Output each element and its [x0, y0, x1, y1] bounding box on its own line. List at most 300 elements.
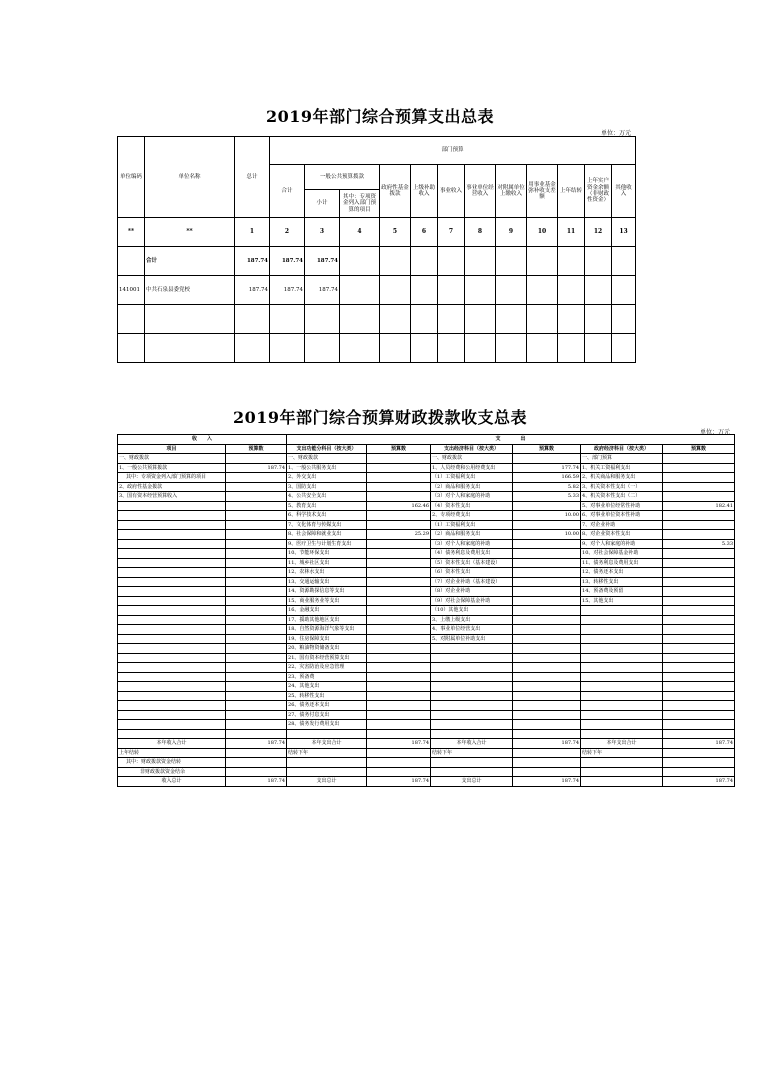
item-label: 非财政拨款资金结余 — [118, 767, 226, 777]
item-label — [581, 615, 663, 625]
budget-amount — [367, 653, 431, 663]
item-label: 9、对个人和家庭的补助 — [581, 539, 663, 549]
item-label: 1、一般公共服务支出 — [287, 463, 367, 473]
col-head: 支出功能分科目（按大类） — [287, 444, 367, 454]
budget-amount — [513, 758, 581, 768]
budget-amount — [663, 682, 735, 692]
item-label: （3）对个人和家庭的补助 — [431, 492, 513, 502]
col-number: ** — [118, 218, 145, 247]
budget-amount: 25.29 — [367, 530, 431, 540]
col-number: 11 — [558, 218, 585, 247]
col-number: 5 — [380, 218, 411, 247]
budget-amount: 10.00 — [513, 530, 581, 540]
budget-amount — [663, 520, 735, 530]
budget-amount — [513, 710, 581, 720]
table1-unit: 单位：万元 — [601, 130, 632, 137]
budget-amount: 166.59 — [513, 473, 581, 483]
empty-row — [118, 334, 636, 363]
budget-amount — [663, 767, 735, 777]
col-head: 项目 — [118, 444, 226, 454]
budget-amount — [663, 615, 735, 625]
item-label: 2、专项经费支出 — [431, 511, 513, 521]
item-label: 26、债务还本支出 — [287, 701, 367, 711]
budget-amount — [226, 558, 287, 568]
unit-name: 中共石泉县委党校 — [145, 276, 235, 305]
col-number: 9 — [496, 218, 527, 247]
budget-amount — [513, 653, 581, 663]
col-number: 8 — [465, 218, 496, 247]
budget-amount — [663, 710, 735, 720]
item-label: 14、资源勘探信息等支出 — [287, 587, 367, 597]
budget-amount — [513, 501, 581, 511]
col-number: 3 — [305, 218, 340, 247]
table-row — [118, 501, 735, 511]
budget-amount — [367, 748, 431, 758]
col-number: ** — [145, 218, 235, 247]
table-row — [118, 767, 735, 777]
budget-amount: 162.46 — [367, 501, 431, 511]
item-label: 2、外交支出 — [287, 473, 367, 483]
budget-amount — [663, 454, 735, 464]
item-label: 1、人员经费和公用经费支出 — [431, 463, 513, 473]
budget-amount — [513, 748, 581, 758]
table-row — [118, 634, 735, 644]
item-label: 8、社会保障和就业支出 — [287, 530, 367, 540]
table-row — [118, 615, 735, 625]
table2-title: 2019年部门综合预算财政拨款收支总表 — [232, 408, 528, 427]
item-label — [581, 710, 663, 720]
item-label: 4、事业单位经营支出 — [431, 625, 513, 635]
item-label: （4）资本性支出 — [431, 501, 513, 511]
item-label: 3、国防支出 — [287, 482, 367, 492]
item-label: （7）对企业补助（基本建设） — [431, 577, 513, 587]
item-label: 13、转移性支出 — [581, 577, 663, 587]
budget-amount — [367, 644, 431, 654]
budget-amount — [513, 539, 581, 549]
col-number: 13 — [612, 218, 636, 247]
budget-amount — [226, 720, 287, 730]
table-row — [118, 596, 735, 606]
budget-amount — [367, 663, 431, 673]
budget-amount — [513, 682, 581, 692]
col-number: 6 — [411, 218, 438, 247]
budget-amount — [367, 720, 431, 730]
item-label: 16、金融支出 — [287, 606, 367, 616]
budget-amount — [513, 691, 581, 701]
item-label — [431, 663, 513, 673]
item-label: 15、其他支出 — [581, 596, 663, 606]
budget-amount — [663, 625, 735, 635]
budget-amount — [663, 577, 735, 587]
item-label — [118, 729, 226, 739]
item-label: 一、财政拨款 — [118, 454, 226, 464]
budget-amount — [663, 568, 735, 578]
column-number-row — [118, 218, 636, 247]
col-number: 1 — [235, 218, 270, 247]
item-label: （1）工资福利支出 — [431, 473, 513, 483]
item-label — [431, 682, 513, 692]
col-head: 预算数 — [226, 444, 287, 454]
budget-amount — [367, 520, 431, 530]
budget-amount — [367, 701, 431, 711]
table-row — [118, 653, 735, 663]
item-label: 本年收入合计 — [118, 739, 226, 749]
item-label — [118, 549, 226, 559]
budget-amount — [367, 511, 431, 521]
budget-amount — [226, 454, 287, 464]
budget-amount: 5.82 — [513, 482, 581, 492]
item-label: 6、对事业单位资本性补助 — [581, 511, 663, 521]
table-row — [118, 663, 735, 673]
budget-amount — [663, 691, 735, 701]
col-head: 预算数 — [367, 444, 431, 454]
item-label — [118, 615, 226, 625]
budget-amount — [226, 577, 287, 587]
budget-amount — [226, 625, 287, 635]
item-label — [118, 587, 226, 597]
item-label — [581, 644, 663, 654]
table-row — [118, 558, 735, 568]
budget-amount — [367, 615, 431, 625]
budget-amount — [226, 701, 287, 711]
item-label: （9）对社会保障基金补助 — [431, 596, 513, 606]
budget-amount: 187.74 — [367, 777, 431, 787]
col-number: 10 — [527, 218, 558, 247]
item-label: 12、债务还本支出 — [581, 568, 663, 578]
item-label: 18、自然资源海洋气象等支出 — [287, 625, 367, 635]
sum-value: 187.74 — [270, 247, 305, 276]
table-row — [118, 492, 735, 502]
table-row — [118, 701, 735, 711]
budget-amount — [513, 587, 581, 597]
budget-amount — [367, 577, 431, 587]
item-label — [581, 606, 663, 616]
item-label: 8、对企业资本性支出 — [581, 530, 663, 540]
budget-amount — [513, 606, 581, 616]
budget-amount — [367, 596, 431, 606]
item-label: 支出总计 — [287, 777, 367, 787]
budget-amount — [513, 520, 581, 530]
item-label: 3、上缴上级支出 — [431, 615, 513, 625]
header-general-public: 一般公共预算拨款 — [305, 165, 380, 190]
col-head: 预算数 — [663, 444, 735, 454]
budget-amount — [226, 473, 287, 483]
budget-amount — [513, 625, 581, 635]
budget-amount: 182.41 — [663, 501, 735, 511]
item-label: 21、国有资本经营预算支出 — [287, 653, 367, 663]
budget-amount — [226, 530, 287, 540]
item-label: 收入总计 — [118, 777, 226, 787]
budget-amount — [367, 454, 431, 464]
item-label: （2）商品和服务支出 — [431, 530, 513, 540]
item-label: 1、机关工资福利支出 — [581, 463, 663, 473]
table-row — [118, 777, 735, 787]
item-label — [581, 653, 663, 663]
budget-amount — [513, 701, 581, 711]
budget-amount: 10.00 — [513, 511, 581, 521]
budget-amount — [367, 634, 431, 644]
item-label — [431, 691, 513, 701]
item-label — [287, 758, 367, 768]
item-label: 24、其他支出 — [287, 682, 367, 692]
budget-amount — [226, 596, 287, 606]
item-label: 11、债务利息及费用支出 — [581, 558, 663, 568]
budget-amount — [663, 701, 735, 711]
item-label — [581, 634, 663, 644]
item-label — [118, 682, 226, 692]
table-row — [118, 511, 735, 521]
header-other-income: 其他收入 — [612, 165, 636, 218]
budget-amount — [513, 454, 581, 464]
budget-amount — [367, 606, 431, 616]
item-label: 5、教育支出 — [287, 501, 367, 511]
item-label: （6）资本性支出 — [431, 568, 513, 578]
header-career-shortfall: 用事业基金弥补收支差额 — [527, 165, 558, 218]
item-label: 27、债务付息支出 — [287, 710, 367, 720]
item-label: 本年收入合计 — [431, 739, 513, 749]
budget-amount — [226, 606, 287, 616]
table-row — [118, 482, 735, 492]
subtotal-value: 187.74 — [305, 247, 340, 276]
budget-amount — [367, 558, 431, 568]
budget-amount: 187.74 — [226, 777, 287, 787]
budget-amount — [226, 691, 287, 701]
budget-amount — [663, 511, 735, 521]
item-label — [287, 767, 367, 777]
budget-amount — [513, 663, 581, 673]
budget-amount — [226, 615, 287, 625]
budget-amount — [226, 587, 287, 597]
item-label — [118, 672, 226, 682]
item-label: 10、节能环保支出 — [287, 549, 367, 559]
budget-amount — [663, 596, 735, 606]
item-label: 14、预备费及预留 — [581, 587, 663, 597]
budget-amount — [513, 729, 581, 739]
item-label: 一、财政拨款 — [287, 454, 367, 464]
table-row — [118, 463, 735, 473]
header-gov-fund: 政府性基金拨款 — [380, 165, 411, 218]
item-label — [118, 501, 226, 511]
unit-code: 141001 — [118, 276, 145, 305]
budget-amount — [663, 672, 735, 682]
budget-amount — [663, 558, 735, 568]
budget-amount: 187.74 — [367, 739, 431, 749]
item-label — [118, 710, 226, 720]
total-row — [118, 247, 636, 276]
budget-amount — [663, 482, 735, 492]
budget-amount — [367, 758, 431, 768]
budget-amount — [367, 625, 431, 635]
table-row — [118, 568, 735, 578]
budget-amount — [663, 663, 735, 673]
item-label — [431, 758, 513, 768]
budget-amount — [663, 634, 735, 644]
header-unit-code: 单位编码 — [118, 137, 145, 218]
item-label: 12、农林水支出 — [287, 568, 367, 578]
item-label — [581, 625, 663, 635]
item-label: 一、财政拨款 — [431, 454, 513, 464]
item-label: 28、债务发行费用支出 — [287, 720, 367, 730]
item-label: （5）资本性支出（基本建设） — [431, 558, 513, 568]
budget-amount — [367, 710, 431, 720]
item-label — [431, 720, 513, 730]
income-header: 收 入 — [118, 435, 287, 445]
col-number: 12 — [585, 218, 612, 247]
item-label — [118, 720, 226, 730]
item-label: 7、对企业补助 — [581, 520, 663, 530]
budget-amount — [226, 653, 287, 663]
budget-amount — [226, 539, 287, 549]
header-total: 总计 — [235, 137, 270, 218]
budget-amount — [513, 558, 581, 568]
header-unit-name: 单位名称 — [145, 137, 235, 218]
empty-row — [118, 305, 636, 334]
table-row — [118, 729, 735, 739]
budget-amount — [367, 587, 431, 597]
item-label — [431, 644, 513, 654]
item-label: 本年支出合计 — [287, 739, 367, 749]
table-row — [118, 682, 735, 692]
expense-header: 支 出 — [287, 435, 735, 445]
table-row — [118, 672, 735, 682]
budget-amount — [663, 644, 735, 654]
budget-amount: 5.33 — [513, 492, 581, 502]
header-sum: 合计 — [270, 165, 305, 218]
item-label — [581, 663, 663, 673]
header-carryover: 上年结转 — [558, 165, 585, 218]
item-label — [118, 577, 226, 587]
budget-amount — [226, 634, 287, 644]
budget-amount — [513, 549, 581, 559]
budget-amount — [663, 720, 735, 730]
item-label: 2、机关商品和服务支出 — [581, 473, 663, 483]
total-value: 187.74 — [235, 276, 270, 305]
item-label: 支出总计 — [431, 777, 513, 787]
item-label: 4、机关资本性支出（二） — [581, 492, 663, 502]
table-row — [118, 520, 735, 530]
budget-amount — [226, 520, 287, 530]
item-label: 7、文化体育与传媒支出 — [287, 520, 367, 530]
col-head: 政府经济科目（按大类） — [581, 444, 663, 454]
item-label — [287, 729, 367, 739]
budget-amount: 187.74 — [663, 777, 735, 787]
budget-amount — [226, 748, 287, 758]
budget-amount: 187.74 — [226, 739, 287, 749]
total-label: 合计 — [145, 247, 235, 276]
item-label — [431, 710, 513, 720]
budget-amount — [367, 539, 431, 549]
item-label — [118, 511, 226, 521]
budget-amount — [513, 672, 581, 682]
item-label: 其中：专项资金列入部门预算的项目 — [118, 473, 226, 483]
item-label: 3、机关资本性支出（一） — [581, 482, 663, 492]
budget-amount — [663, 463, 735, 473]
budget-amount — [513, 720, 581, 730]
subtotal-value: 187.74 — [305, 276, 340, 305]
item-label — [431, 729, 513, 739]
item-label — [118, 644, 226, 654]
item-label — [118, 634, 226, 644]
budget-amount — [513, 596, 581, 606]
budget-amount: 187.74 — [513, 777, 581, 787]
col-number: 2 — [270, 218, 305, 247]
header-prev-unused: 上年实户资金余额（非财政性资金） — [585, 165, 612, 218]
item-label — [431, 767, 513, 777]
item-label — [118, 539, 226, 549]
budget-amount — [226, 767, 287, 777]
item-label — [431, 653, 513, 663]
item-label — [581, 691, 663, 701]
table-row — [118, 577, 735, 587]
item-label — [118, 606, 226, 616]
item-label: 6、科学技术支出 — [287, 511, 367, 521]
item-label: 上年结转 — [118, 748, 226, 758]
item-label — [118, 653, 226, 663]
header-upper-subsidy: 上级补助收入 — [411, 165, 438, 218]
header-affiliated: 对附属单位上缴收入 — [496, 165, 527, 218]
table-row — [118, 758, 735, 768]
budget-amount — [367, 568, 431, 578]
budget-amount: 177.74 — [513, 463, 581, 473]
table2-unit: 单位：万元 — [700, 429, 731, 436]
item-label — [581, 767, 663, 777]
budget-amount — [226, 482, 287, 492]
item-label — [118, 520, 226, 530]
item-label: 一、部门预算 — [581, 454, 663, 464]
table-row — [118, 473, 735, 483]
budget-amount — [367, 463, 431, 473]
table-row — [118, 549, 735, 559]
table1-title: 2019年部门综合预算支出总表 — [265, 107, 495, 126]
budget-amount — [367, 482, 431, 492]
budget-amount — [663, 587, 735, 597]
item-label — [118, 663, 226, 673]
item-label — [581, 777, 663, 787]
budget-amount — [367, 729, 431, 739]
header-operating-income: 事业单位经营收入 — [465, 165, 496, 218]
item-label: 结转下年 — [431, 748, 513, 758]
budget-amount — [513, 577, 581, 587]
item-label: （10）其他支出 — [431, 606, 513, 616]
budget-amount — [226, 644, 287, 654]
budget-amount — [226, 663, 287, 673]
budget-amount — [663, 758, 735, 768]
item-label: 15、商业服务业等支出 — [287, 596, 367, 606]
budget-amount — [226, 672, 287, 682]
item-label: 19、住房保障支出 — [287, 634, 367, 644]
item-label — [581, 758, 663, 768]
item-label: 10、对社会保障基金补助 — [581, 549, 663, 559]
table-row — [118, 748, 735, 758]
col-head: 预算数 — [513, 444, 581, 454]
item-label: 3、国有资本经营预算收入 — [118, 492, 226, 502]
item-label — [118, 568, 226, 578]
budget-amount — [513, 767, 581, 777]
item-label: 11、城乡社区支出 — [287, 558, 367, 568]
header-special-fund: 其中：专项资金列入部门预算的项目 — [340, 190, 380, 218]
item-label — [118, 596, 226, 606]
item-label: 23、预备费 — [287, 672, 367, 682]
budget-amount — [513, 644, 581, 654]
budget-amount — [226, 710, 287, 720]
budget-amount — [367, 492, 431, 502]
item-label — [581, 682, 663, 692]
col-number: 7 — [438, 218, 465, 247]
item-label: （2）商品和服务支出 — [431, 482, 513, 492]
budget-amount — [513, 615, 581, 625]
header-dept-budget: 部门预算 — [270, 137, 636, 165]
budget-amount — [226, 682, 287, 692]
